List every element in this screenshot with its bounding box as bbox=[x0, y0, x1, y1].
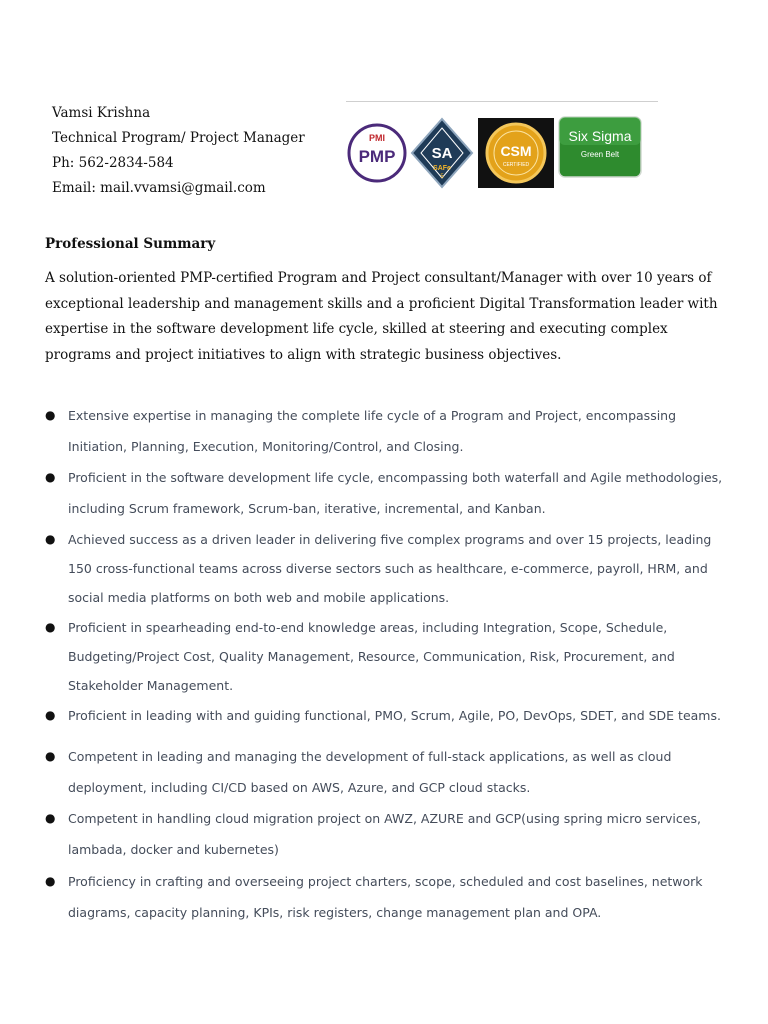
pmp-badge bbox=[346, 116, 408, 190]
list-item-text: Proficient in spearheading end-to-end knowledge areas, including Integration, Scope, Schedule, Budgeting/Project Cost, Quality Management, Resource, Communication, Risk, Procurement, and Stakeholder Management. bbox=[68, 620, 675, 693]
list-item-text: Proficient in leading with and guiding functional, PMO, Scrum, Agile, PO, DevOps, SDET, and SDE teams. bbox=[68, 708, 721, 723]
list-item-text: Achieved success as a driven leader in delivering five complex programs and over 15 projects, leading 150 cross-functional teams across diverse sectors such as healthcare, e-commerce, payroll, HRM, and social media platforms on both web and mobile applications. bbox=[68, 532, 712, 605]
bullet-icon: ● bbox=[45, 811, 56, 825]
bullet-icon: ● bbox=[45, 532, 56, 546]
safe-badge-label: SA bbox=[431, 145, 453, 162]
list-item-text: Competent in leading and managing the development of full-stack applications, as well as cloud deployment, including CI/CD based on AWS, Azure, and GCP cloud stacks. bbox=[68, 749, 672, 795]
list-item bbox=[45, 866, 735, 928]
contact-name: Vamsi Krishna bbox=[52, 105, 151, 121]
list-item-text: Proficiency in crafting and overseeing project charters, scope, scheduled and cost baselines, network diagrams, capacity planning, KPIs, risk registers, change management plan and OPA. bbox=[68, 874, 703, 920]
six-sigma-label: Six Sigma bbox=[568, 128, 632, 144]
safe-badge-sub: SAFe bbox=[433, 165, 451, 172]
list-item-text: Proficient in the software development life cycle, encompassing both waterfall and Agile methodologies, including Scrum framework, Scrum-ban, iterative, incremental, and Kanban. bbox=[68, 470, 723, 516]
six-sigma-badge bbox=[558, 116, 642, 180]
list-item-text: Competent in handling cloud migration project on AWZ, AZURE and GCP(using spring micro services, lambada, docker and kubernetes) bbox=[68, 811, 701, 857]
csm-badge bbox=[478, 118, 554, 188]
safe-sa-badge bbox=[408, 116, 476, 190]
list-item bbox=[45, 525, 735, 612]
list-item bbox=[45, 462, 735, 524]
csm-badge-sub: CERTIFIED bbox=[502, 162, 530, 168]
list-item bbox=[45, 400, 735, 462]
contact-title: Technical Program/ Project Manager bbox=[52, 130, 305, 146]
contact-phone: Ph: 562-2834-584 bbox=[52, 155, 174, 171]
summary-paragraph: A solution-oriented PMP-certified Program and Project consultant/Manager with over 10 years of exceptional leadership and management skills and a proficient Digital Transformation leader with expertise in the software development life cycle, skilled at steering and executing complex programs and project initiatives to align with strategic business objectives. bbox=[45, 270, 718, 363]
pmp-badge-mark: PMI bbox=[368, 133, 386, 143]
bullet-icon: ● bbox=[45, 620, 56, 634]
list-item bbox=[45, 803, 735, 865]
bullet-icon: ● bbox=[45, 749, 56, 763]
section-heading-professional-summary: Professional Summary bbox=[45, 236, 216, 252]
contact-email: Email: mail.vvamsi@gmail.com bbox=[52, 180, 266, 196]
bullet-icon: ● bbox=[45, 708, 56, 722]
pmp-badge-label: PMP bbox=[358, 147, 396, 166]
csm-badge-label: CSM bbox=[500, 143, 532, 159]
certification-badges bbox=[346, 116, 646, 190]
header-divider bbox=[346, 101, 658, 102]
list-item bbox=[45, 701, 735, 730]
list-item bbox=[45, 613, 735, 700]
bullet-icon: ● bbox=[45, 470, 56, 484]
contact-block bbox=[52, 101, 305, 201]
six-sigma-sub: Green Belt bbox=[580, 150, 620, 159]
list-item-text: Extensive expertise in managing the complete life cycle of a Program and Project, encompassing Initiation, Planning, Execution, Monitoring/Control, and Closing. bbox=[68, 408, 677, 454]
bullet-icon: ● bbox=[45, 408, 56, 422]
safe-badge-version: 5 bbox=[440, 174, 444, 180]
bullet-icon: ● bbox=[45, 874, 56, 888]
list-item bbox=[45, 741, 735, 803]
